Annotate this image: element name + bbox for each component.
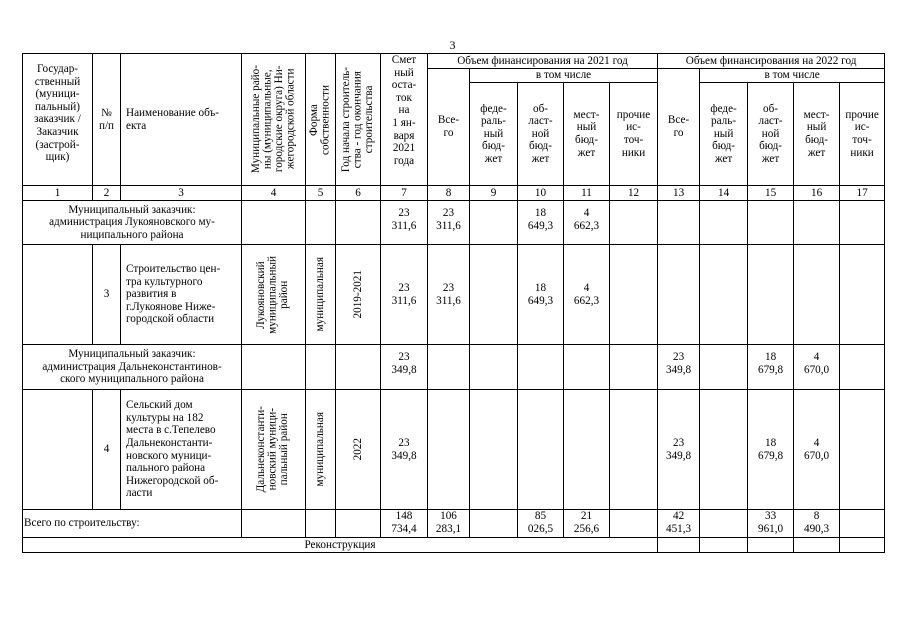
cell-balance: 148 734,4: [381, 510, 428, 538]
header-period: Год начала строитель- ства - год окончания строительства: [336, 54, 381, 186]
group-customer: Муниципальный заказчик: администрация Лукояновского му- ниципального района: [23, 201, 242, 245]
header-other-2022: прочие ис- точ- ники: [840, 83, 885, 186]
col-num: 13: [658, 186, 700, 201]
header-other-2021: прочие ис- точ- ники: [610, 83, 658, 186]
cell-total-2022: 42 451,3: [658, 510, 700, 538]
table-row: [23, 201, 885, 245]
group-customer: Муниципальный заказчик: администрация Дальнеконстантинов- ского муниципального района: [23, 345, 242, 390]
header-num: № п/п: [93, 54, 121, 186]
period: 2019-2021: [336, 245, 381, 345]
ownership: муниципальная: [306, 245, 336, 345]
object-name: Сельский дом культуры на 182 места в с.Тепелево Дальнеконстанти- новского муници- пального района Нижегородской об- ласти: [121, 390, 242, 510]
col-num: 1: [23, 186, 93, 201]
col-num: 3: [121, 186, 242, 201]
table-row: [23, 245, 885, 345]
header-local-2022: мест- ный бюд- жет: [794, 83, 840, 186]
col-num: 8: [428, 186, 470, 201]
cell-balance: 23 311,6: [381, 245, 428, 345]
col-num: 5: [306, 186, 336, 201]
header-incl-2021: в том числе: [470, 69, 658, 83]
ownership: муниципальная: [306, 390, 336, 510]
header-total-2022: Все- го: [658, 69, 700, 186]
totals-row: [23, 510, 885, 538]
col-num: 15: [748, 186, 794, 201]
cell-balance: 23 311,6: [381, 201, 428, 245]
table-row: [23, 390, 885, 510]
header-federal-2021: феде- раль- ный бюд- жет: [470, 83, 518, 186]
totals-label: Всего по строительству:: [23, 510, 242, 538]
cell-local-2021: 21 256,6: [564, 510, 610, 538]
col-num: 4: [242, 186, 306, 201]
cell-local-2021: 4 662,3: [564, 201, 610, 245]
cell-local-2022: 4 670,0: [794, 390, 840, 510]
header-name: Наименование объ- екта: [121, 54, 242, 186]
column-number-row: [23, 186, 885, 201]
cell-total-2021: 23 311,6: [428, 245, 470, 345]
cell-regional-2022: 33 961,0: [748, 510, 794, 538]
cell-local-2021: 4 662,3: [564, 245, 610, 345]
cell-regional-2021: 18 649,3: [518, 201, 564, 245]
cell-total-2022: 23 349,8: [658, 390, 700, 510]
cell-regional-2021: 18 649,3: [518, 245, 564, 345]
col-num: 7: [381, 186, 428, 201]
cell-regional-2021: 85 026,5: [518, 510, 564, 538]
col-num: 11: [564, 186, 610, 201]
table-row: [23, 345, 885, 390]
header-local-2021: мест- ный бюд- жет: [564, 83, 610, 186]
header-regional-2021: об- ласт- ной бюд- жет: [518, 83, 564, 186]
header-fin-2022: Объем финансирования на 2022 год: [658, 54, 885, 69]
object-name: Строительство цен- тра культурного развития в г.Лукоянове Ниже- городской области: [121, 245, 242, 345]
cell-total-2021: 106 283,1: [428, 510, 470, 538]
col-num: 10: [518, 186, 564, 201]
col-num: 12: [610, 186, 658, 201]
cell-total-2022: 23 349,8: [658, 345, 700, 390]
district: Дальнеконстанти- новский муници- пальный район: [242, 390, 306, 510]
page-number: 3: [449, 38, 456, 52]
header-balance: Смет ный оста- ток на 1 ян- варя 2021 года: [381, 54, 428, 186]
header-district: Муниципальные райо- ны (муниципальные, городские округа) Ни- жегородской области: [242, 54, 306, 186]
col-num: 6: [336, 186, 381, 201]
cell-total-2021: 23 311,6: [428, 201, 470, 245]
period: 2022: [336, 390, 381, 510]
district: Лукояновский муниципальный район: [242, 245, 306, 345]
row-number: 3: [93, 245, 121, 345]
header-regional-2022: об- ласт- ной бюд- жет: [748, 83, 794, 186]
financing-table: [22, 53, 885, 553]
cell-local-2022: 8 490,3: [794, 510, 840, 538]
row-number: 4: [93, 390, 121, 510]
cell-regional-2022: 18 679,8: [748, 345, 794, 390]
header-incl-2022: в том числе: [700, 69, 885, 83]
section-title: Реконструкция: [23, 538, 658, 553]
col-num: 16: [794, 186, 840, 201]
header-federal-2022: федe- раль- ный бюд- жет: [700, 83, 748, 186]
section-row: [23, 538, 885, 553]
header-ownership: Форма собственности: [306, 54, 336, 186]
header-total-2021: Все- го: [428, 69, 470, 186]
cell-balance: 23 349,8: [381, 390, 428, 510]
col-num: 9: [470, 186, 518, 201]
cell-local-2022: 4 670,0: [794, 345, 840, 390]
header-customer: Государ- ственный (муници- пальный) заказчик / Заказчик (застрой- щик): [23, 54, 93, 186]
col-num: 14: [700, 186, 748, 201]
col-num: 17: [840, 186, 885, 201]
cell-regional-2022: 18 679,8: [748, 390, 794, 510]
col-num: 2: [93, 186, 121, 201]
header-fin-2021: Объем финансирования на 2021 год: [428, 54, 658, 69]
cell-balance: 23 349,8: [381, 345, 428, 390]
